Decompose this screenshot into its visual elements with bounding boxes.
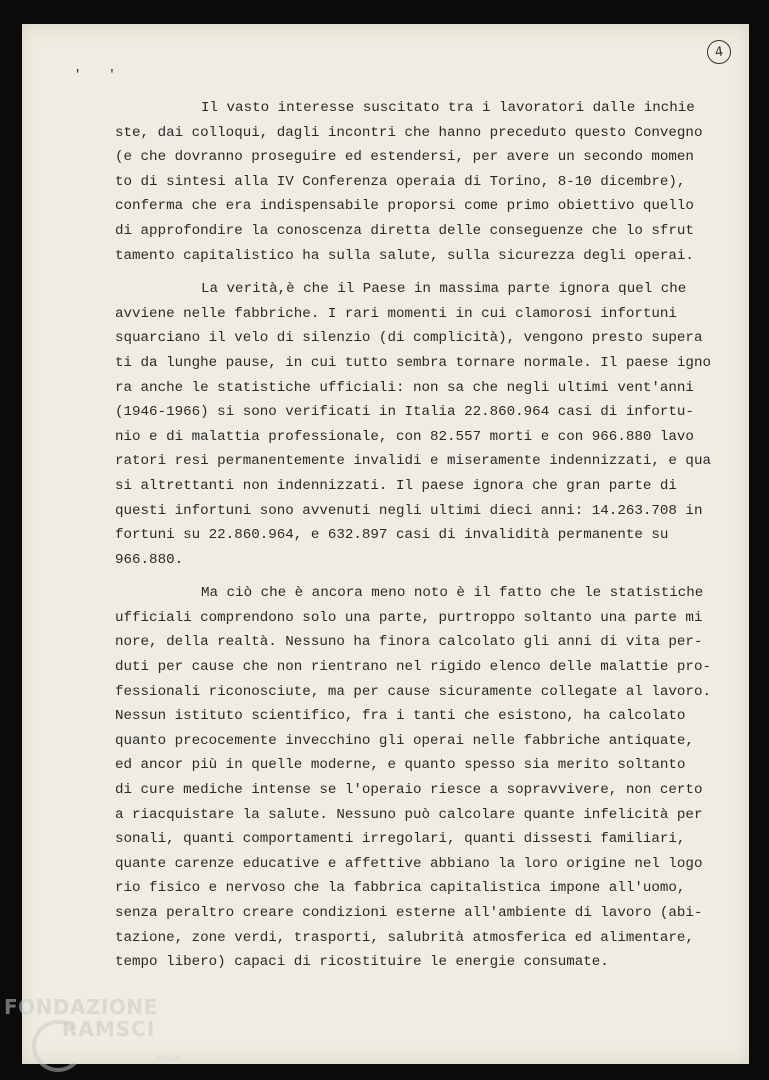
margin-marks: ' ': [74, 68, 126, 82]
text-line: quanto precocemente invecchino gli operai nelle fabbriche antiquate,: [115, 732, 694, 749]
text-line: to di sintesi alla IV Conferenza operaia di Torino, 8-10 dicembre),: [115, 173, 686, 190]
text-line: ra anche le statistiche ufficiali: non sa che negli ultimi vent'anni: [115, 379, 694, 396]
watermark-line-1: FONDAZIONE: [4, 995, 158, 1019]
text-line: di approfondire la conoscenza diretta delle conseguenze che lo sfrut: [115, 222, 694, 239]
text-line: sonali, quanti comportamenti irregolari, quanti dissesti familiari,: [115, 831, 686, 848]
paragraph: [115, 277, 730, 572]
text-line: (e che dovranno proseguire ed estendersi, per avere un secondo momen: [115, 149, 694, 166]
text-line: Il vasto interesse suscitato tra i lavoratori dalle inchie: [201, 100, 695, 116]
text-line: 966.880.: [115, 551, 184, 568]
document-page: [22, 24, 749, 1064]
text-line: ufficiali comprendono solo una parte, purtroppo soltanto una parte mi: [115, 609, 703, 626]
text-line: ti da lunghe pause, in cui tutto sembra tornare normale. Il paese igno: [115, 354, 711, 371]
text-line: (1946-1966) si sono verificati in Italia 22.860.964 casi di infortu-: [115, 404, 694, 421]
text-line: ed ancor più in quelle moderne, e quanto spesso sia merito soltanto: [115, 757, 686, 774]
text-line: fessionali riconosciute, ma per cause sicuramente collegate al lavoro.: [115, 683, 711, 700]
text-line: quante carenze educative e affettive abbiano la loro origine nel logo: [115, 855, 703, 872]
watermark-onlus: onlus: [156, 1054, 181, 1064]
archive-watermark: [4, 995, 181, 1064]
text-line: tempo libero) capaci di ricostituire le energie consumate.: [115, 954, 609, 971]
text-line: nio e di malattia professionale, con 82.557 morti e con 966.880 lavo: [115, 428, 694, 445]
text-line: fortuni su 22.860.964, e 632.897 casi di invalidità permanente su: [115, 527, 669, 544]
paragraph: [115, 581, 730, 975]
text-line: ratori resi permanentemente invalidi e miseramente indennizzati, e qua: [115, 453, 711, 470]
typewritten-body: [115, 96, 730, 984]
text-line: Nessun istituto scientifico, fra i tanti che esistono, ha calcolato: [115, 708, 686, 725]
text-line: questi infortuni sono avvenuti negli ultimi dieci anni: 14.263.708 in: [115, 502, 703, 519]
paragraph: [115, 96, 730, 268]
text-line: La verità,è che il Paese in massima parte ignora quel che: [201, 281, 687, 298]
page-number: 4: [705, 38, 732, 65]
text-line: rio fisico e nervoso che la fabbrica capitalistica impone all'uomo,: [115, 880, 686, 897]
text-line: senza peraltro creare condizioni esterne all'ambiente di lavoro (abi-: [115, 905, 703, 921]
text-line: ste, dai colloqui, dagli incontri che hanno preceduto questo Convegno: [115, 124, 703, 141]
text-line: si altrettanti non indennizzati. Il paese ignora che gran parte di: [115, 477, 677, 494]
text-line: duti per cause che non rientrano nel rigido elenco delle malattie pro-: [115, 659, 711, 676]
text-line: a riacquistare la salute. Nessuno può calcolare quante infelicità per: [115, 806, 703, 823]
text-line: nore, della realtà. Nessuno ha finora calcolato gli anni di vita per-: [115, 634, 703, 651]
text-line: squarciano il velo di silenzio (di complicità), vengono presto supera: [115, 330, 703, 347]
text-line: tamento capitalistico ha sulla salute, sulla sicurezza degli operai.: [115, 247, 694, 264]
watermark-line-2: RAMSCI: [62, 1017, 156, 1041]
text-line: tazione, zone verdi, trasporti, salubrità atmosferica ed alimentare,: [115, 929, 694, 946]
watermark-g-logo: [32, 1020, 84, 1072]
text-line: Ma ciò che è ancora meno noto è il fatto che le statistiche: [201, 585, 704, 602]
text-line: conferma che era indispensabile proporsi come primo obiettivo quello: [115, 198, 694, 215]
text-line: di cure mediche intense se l'operaio riesce a sopravvivere, non certo: [115, 782, 703, 799]
text-line: avviene nelle fabbriche. I rari momenti in cui clamorosi infortuni: [115, 305, 677, 322]
